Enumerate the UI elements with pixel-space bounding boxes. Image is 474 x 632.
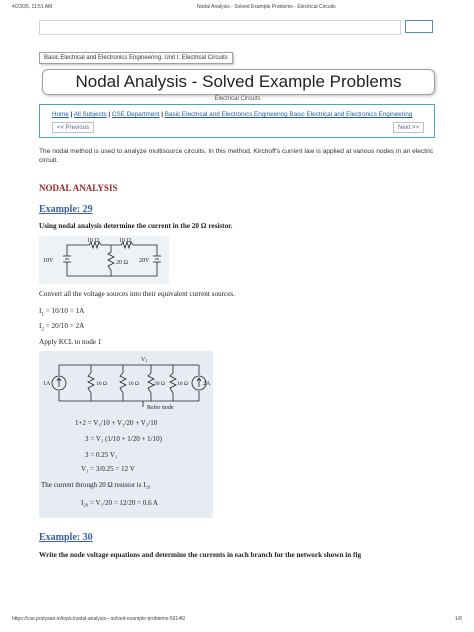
- nav-separator: |: [108, 111, 111, 118]
- circuit-diagram-1: [39, 236, 169, 284]
- print-page-number: 1/6: [455, 616, 462, 622]
- previous-button[interactable]: << Previous: [52, 122, 94, 133]
- label-v-right: 20V: [139, 258, 150, 264]
- print-header: [12, 4, 462, 12]
- step-apply-kcl: Apply KCL to node 1: [39, 338, 102, 346]
- node-label: V1: [141, 357, 148, 363]
- nav-box: [39, 104, 435, 138]
- label-resistor: 20 Ω: [154, 381, 165, 387]
- equation-step-3: 3 = 0.25 V₁: [85, 451, 118, 459]
- search-button[interactable]: [405, 20, 433, 33]
- print-datetime: 4/23/25, 11:51 AM: [12, 4, 53, 10]
- page-title: Nodal Analysis - Solved Example Problems: [42, 69, 435, 95]
- print-url: https://cse.poriyaan.in/topic/nodal-analysis---solved-example-problems-50146/: [12, 616, 186, 622]
- print-page-title: Nodal Analysis - Solved Example Problems - Electrical Circuits: [197, 4, 336, 10]
- label-resistor: 10 Ω: [177, 381, 188, 387]
- label-v-left: 10V: [43, 258, 54, 264]
- nav-link-home[interactable]: Home: [52, 111, 69, 118]
- current-statement: The current through 20 Ω resistor is I₂₀: [41, 481, 151, 489]
- step-convert-sources: Convert all the voltage sources into their equivalent current sources.: [39, 290, 235, 298]
- nav-separator: |: [70, 111, 73, 118]
- label-resistor: 10 Ω: [96, 381, 107, 387]
- figure-background: [39, 236, 169, 284]
- breadcrumb[interactable]: Basic Electrical and Electronics Engineering: Unit I: Electrical Circuits: [39, 52, 233, 64]
- equation-i2: $I_2 = 20/10 = 2A$: [39, 322, 85, 333]
- section-heading: NODAL ANALYSIS: [39, 183, 118, 193]
- nav-link-cse-department[interactable]: CSE Department: [111, 111, 160, 118]
- example-30-heading[interactable]: Example: 30: [39, 532, 93, 543]
- label-refer-node: Refer node: [147, 405, 174, 411]
- equation-i1: $I_1 = 10/10 = 1A$: [39, 307, 85, 318]
- label-resistor: 10 Ω: [128, 381, 139, 387]
- label-r2: 10 Ω: [119, 238, 131, 244]
- equation-step-5: I₂₀ = V₁/20 = 12/20 = 0.6 A: [81, 499, 158, 507]
- search-input[interactable]: [39, 20, 401, 35]
- equation-step-4: V₁ = 3/0.25 = 12 V: [81, 465, 135, 473]
- equation-step-2: 3 = V₁ (1/10 + 1/20 + 1/10): [85, 435, 162, 443]
- nav-separator: |: [161, 111, 164, 118]
- label-r1: 10 Ω: [87, 238, 99, 244]
- circuit-diagram-2: [39, 351, 213, 518]
- nav-link-subject[interactable]: Basic Electrical and Electronics Engineering Basic Electrical and Electronics Engineering: [164, 111, 413, 118]
- equation-step-1: 1+2 = V₁/10 + V₁/20 + V₁/10: [75, 419, 158, 427]
- example-29-heading[interactable]: Example: 29: [39, 204, 93, 215]
- page-subtitle: Electrical Circuits: [214, 96, 261, 102]
- label-r3: 20 Ω: [116, 260, 128, 266]
- next-button[interactable]: Next >>: [393, 122, 424, 133]
- label-source-right: 2A: [203, 381, 211, 387]
- print-footer: [12, 616, 462, 624]
- nav-links: [52, 111, 412, 118]
- example-30-question: Write the node voltage equations and determine the currents in each branch for the network shown in fig: [39, 551, 362, 559]
- nav-link-all-subjects[interactable]: All Subjects: [73, 111, 107, 118]
- label-source-left: 1A: [43, 381, 51, 387]
- example-29-question: Using nodal analysis determine the current in the 20 Ω resistor.: [39, 222, 233, 230]
- intro-paragraph: The nodal method is used to analyze multisource circuits. In this method, Kirchoff's current law is applied at various nodes in an electric circuit.: [39, 148, 434, 164]
